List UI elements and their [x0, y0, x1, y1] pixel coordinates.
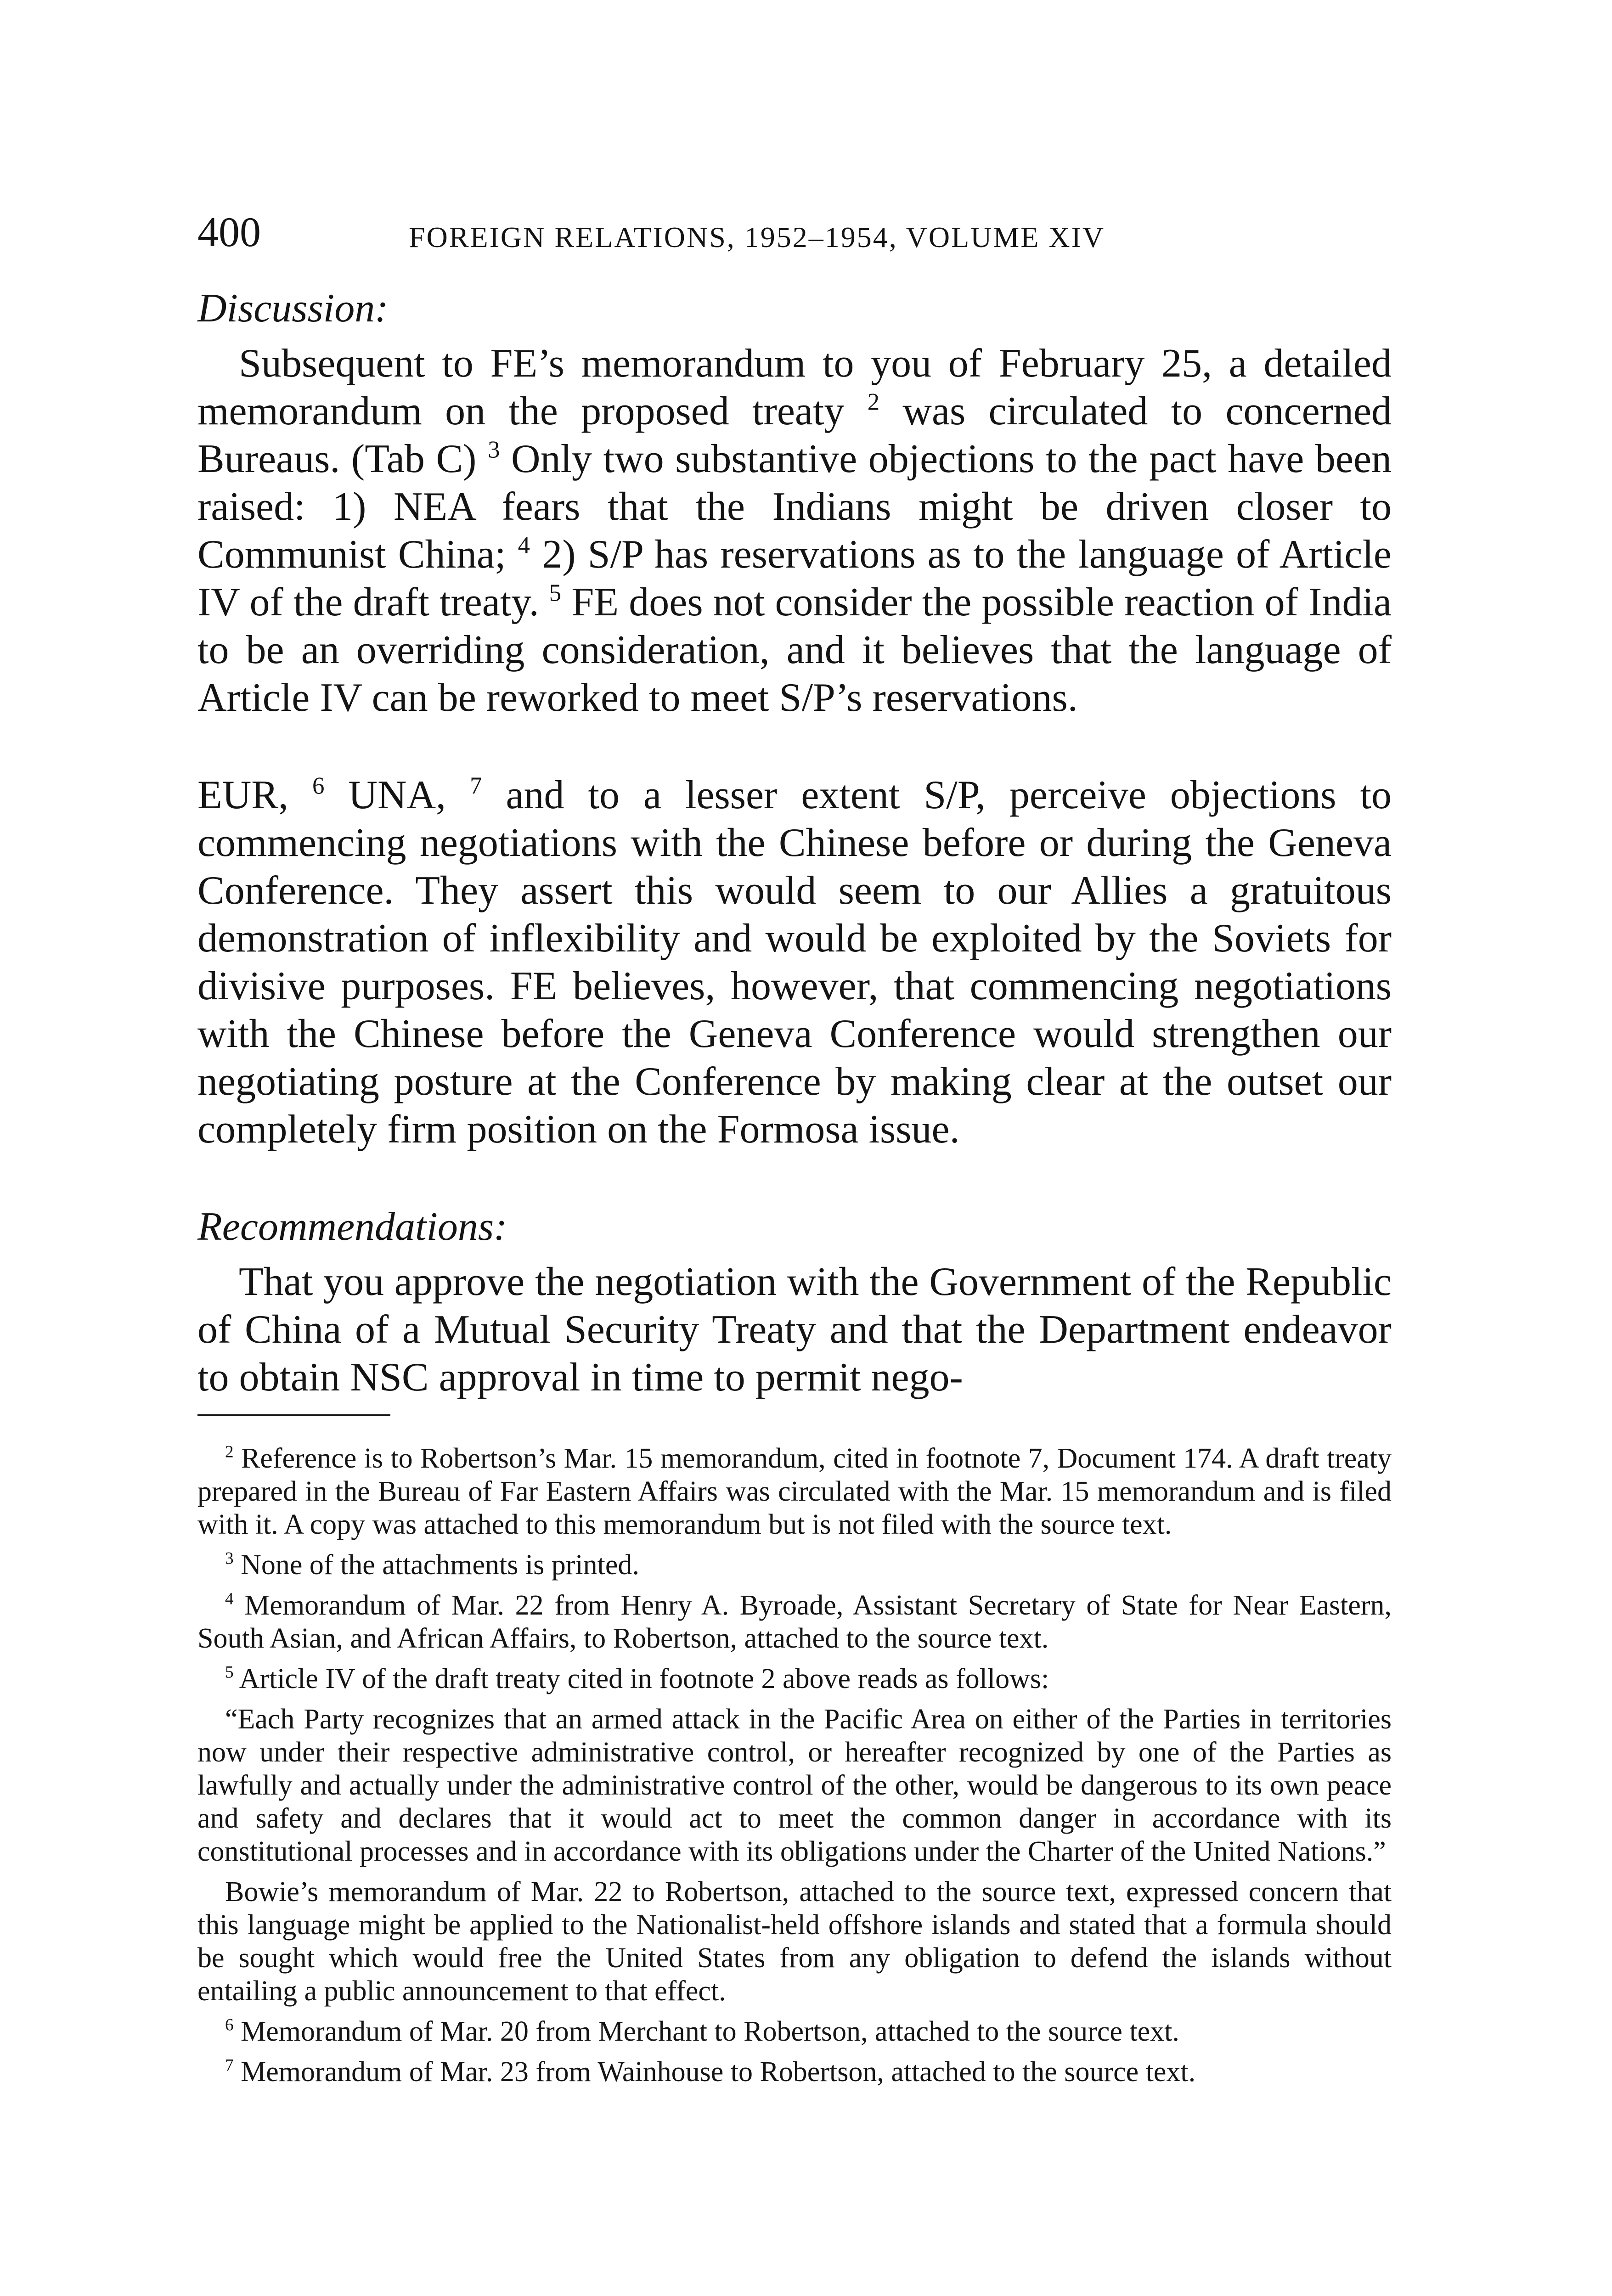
footnotes [197, 1442, 1392, 2096]
footnote-ref: 5 [549, 580, 562, 607]
text-run: was circulated to concerned Bureaus. (Tab C) [197, 389, 1392, 481]
page-header [197, 202, 1392, 262]
footnote-text: Memorandum of Mar. 23 from Wainhouse to Robertson, attached to the source text. [241, 2056, 1196, 2088]
footnote-text: “Each Party recognizes that an armed attack in the Pacific Area on either of the Parties in territories now under their respective administrative control, or hereafter recognized by one of the Parties as lawfully and actually under the administrative control of the other, would be dangerous to its own peace and safety and declares that it would act to meet the common danger in accordance with its constitutional processes and in accordance with its obligations under the Charter of the United Nations.” [197, 1704, 1392, 1867]
footnote-number: 2 [225, 1442, 234, 1462]
text-run: UNA, [348, 773, 446, 817]
footnote [197, 1548, 1392, 1581]
footnote-ref: 7 [470, 772, 482, 799]
footnote-number: 6 [225, 2015, 234, 2035]
recommendations-heading: Recommendations: [197, 1204, 507, 1249]
text-run: EUR, [197, 773, 288, 817]
footnote-text: None of the attachments is printed. [241, 1549, 639, 1581]
text-run: 2) S/P has reservations as to the language of Article IV of the draft treaty. [197, 532, 1392, 625]
footnote [197, 1589, 1392, 1655]
page-number: 400 [197, 208, 261, 255]
footnote-text: Memorandum of Mar. 20 from Merchant to Robertson, attached to the source text. [241, 2016, 1179, 2047]
text-run: Only two substantive objections to the pact have been raised: 1) NEA fears that the Indians might be driven closer to Communist China; [197, 437, 1392, 577]
footnote [197, 2055, 1392, 2088]
discussion-heading: Discussion: [197, 286, 389, 331]
running-head: FOREIGN RELATIONS, 1952–1954, VOLUME XIV [409, 221, 1105, 253]
footnote-quote [197, 1703, 1392, 1868]
footnote-text: Reference is to Robertson’s Mar. 15 memorandum, cited in footnote 7, Document 174. A draft treaty prepared in the Bureau of Far Eastern Affairs was circulated with the Mar. 15 memorandum and is filed with it. A copy was attached to this memorandum but is not filed with the source text. [197, 1443, 1392, 1540]
recommendations-paragraph: That you approve the negotiation with the Government of the Republic of China of a Mutual Security Treaty and that the Department endeavor to obtain NSC approval in time to permit nego- [197, 1260, 1392, 1400]
footnote-number: 5 [225, 1663, 234, 1682]
discussion-paragraph-2 [197, 771, 1392, 1154]
footnote-ref: 6 [312, 772, 325, 799]
text-run: FE does not consider the possible reaction of India to be an overriding consideration, and it believes that the language of Article IV can be reworked to meet S/P’s reservations. [197, 580, 1392, 720]
footnote-divider [197, 1414, 390, 1416]
footnote-text: Article IV of the draft treaty cited in footnote 2 above reads as follows: [239, 1663, 1049, 1694]
footnote-ref: 2 [867, 388, 880, 416]
footnote [197, 2015, 1392, 2048]
discussion-paragraph-1 [197, 340, 1392, 722]
text-run: Subsequent to FE’s memorandum to you of February 25, a detailed memorandum on the proposed treaty [197, 341, 1392, 433]
footnote [197, 1442, 1392, 1541]
footnote-number: 4 [225, 1589, 234, 1609]
footnote-text: Memorandum of Mar. 22 from Henry A. Byroade, Assistant Secretary of State for Near Eastern, South Asian, and African Affairs, to Robertson, attached to the source text. [197, 1590, 1392, 1654]
footnote-ref: 3 [488, 436, 500, 463]
footnote-text: Bowie’s memorandum of Mar. 22 to Robertson, attached to the source text, expressed concern that this language might be applied to the Nationalist-held offshore islands and stated that a formula should be sought which would free the United States from any obligation to defend the islands without entailing a public announcement to that effect. [197, 1876, 1392, 2007]
text-run: and to a lesser extent S/P, perceive objections to commencing negotiations with the Chinese before or during the Geneva Conference. They assert this would seem to our Allies a gratuitous demonstration of inflexibility and would be exploited by the Soviets for divisive purposes. FE believes, however, that commencing negotiations with the Chinese before the Geneva Conference would strengthen our negotiating posture at the Conference by making clear at the outset our completely firm position on the Formosa issue. [197, 773, 1392, 1152]
footnote-number: 3 [225, 1549, 234, 1568]
footnote-continuation [197, 1875, 1392, 2008]
footnote [197, 1662, 1392, 1695]
footnote-ref: 4 [518, 532, 530, 559]
footnote-number: 7 [225, 2056, 234, 2075]
